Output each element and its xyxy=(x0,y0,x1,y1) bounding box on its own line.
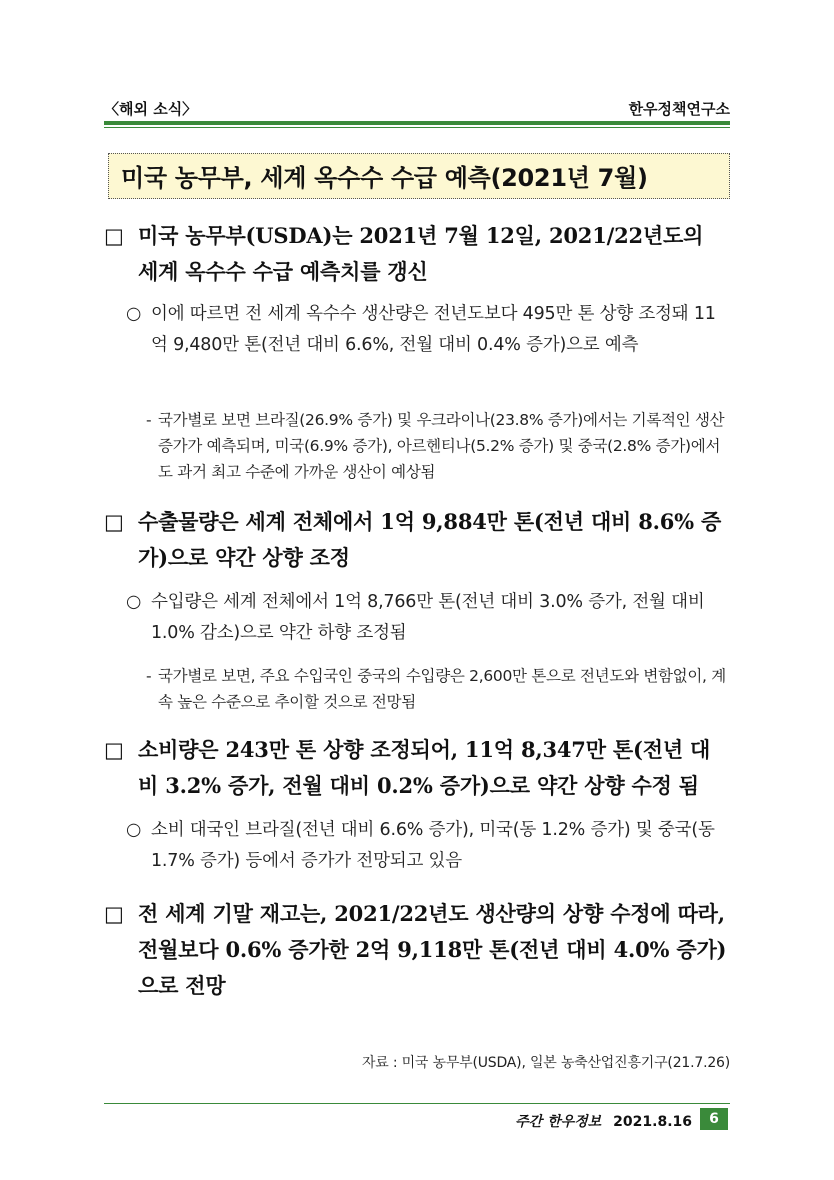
dash-marker: - xyxy=(146,667,152,685)
bullet-text: 수출물량은 세계 전체에서 1억 9,884만 톤(전년 대비 8.6% 증가)으로 약간 상향 조정 xyxy=(138,509,722,570)
square-bullet-icon: □ xyxy=(104,509,124,534)
sub-bullet-consumption-countries xyxy=(126,815,730,877)
sub-bullet-text: 수입량은 세계 전체에서 1억 8,766만 톤(전년 대비 3.0% 증가, 전월 대비 1.0% 감소)으로 약간 하향 조정됨 xyxy=(151,592,705,643)
organization-name: 한우정책연구소 xyxy=(628,100,730,118)
square-bullet-icon: □ xyxy=(104,901,124,926)
circle-bullet-icon: ○ xyxy=(126,304,142,324)
sub-bullet-production xyxy=(126,299,730,361)
bullet-text: 전 세계 기말 재고는, 2021/22년도 생산량의 상향 수정에 따라, 전월보다 0.6% 증가한 2억 9,118만 톤(전년 대비 4.0% 증가)으로 전망 xyxy=(138,901,727,998)
publication-name: 주간 한우정보 xyxy=(515,1114,602,1130)
footer-rule xyxy=(104,1103,730,1104)
section-label: 〈해외 소식〉 xyxy=(104,100,198,118)
dash-marker: - xyxy=(146,411,152,429)
bullet-ending-stocks xyxy=(104,896,730,1004)
header-rule xyxy=(104,121,730,125)
bullet-text: 미국 농무부(USDA)는 2021년 7월 12일, 2021/22년도의 세계 옥수수 수급 예측치를 갱신 xyxy=(138,223,704,284)
sub-bullet-import xyxy=(126,587,730,649)
detail-text: 국가별로 보면 브라질(26.9% 증가) 및 우크라이나(23.8% 증가)에서는 기록적인 생산 증가가 예측되며, 미국(6.9% 증가), 아르헨티나(5.2% 증가) 및 중국(2.8% 증가)에서도 과거 최고 수준에 가까운 생산이 예상됨 xyxy=(158,411,725,481)
header-rule-thin xyxy=(104,127,730,128)
sub-bullet-text: 소비 대국인 브라질(전년 대비 6.6% 증가), 미국(동 1.2% 증가) 및 중국(동 1.7% 증가) 등에서 증가가 전망되고 있음 xyxy=(151,820,715,871)
bullet-text: 소비량은 243만 톤 상향 조정되어, 11억 8,347만 톤(전년 대비 3.2% 증가, 전월 대비 0.2% 증가)으로 약간 상향 수정 됨 xyxy=(138,737,711,798)
footer xyxy=(470,1111,692,1131)
page-number: 6 xyxy=(700,1108,728,1130)
circle-bullet-icon: ○ xyxy=(126,820,142,840)
square-bullet-icon: □ xyxy=(104,223,124,248)
detail-by-country-production xyxy=(146,407,730,485)
page-title: 미국 농무부, 세계 옥수수 수급 예측(2021년 7월) xyxy=(121,164,648,192)
square-bullet-icon: □ xyxy=(104,737,124,762)
detail-china-import xyxy=(146,663,730,715)
source-note: 자료 : 미국 농무부(USDA), 일본 농축산업진흥기구(21.7.26) xyxy=(361,1055,730,1071)
bullet-export-volume xyxy=(104,504,730,576)
circle-bullet-icon: ○ xyxy=(126,592,142,612)
issue-date: 2021.8.16 xyxy=(613,1114,692,1130)
bullet-usda-update xyxy=(104,218,730,290)
detail-text: 국가별로 보면, 주요 수입국인 중국의 수입량은 2,600만 톤으로 전년도와 변함없이, 계속 높은 수준으로 추이할 것으로 전망됨 xyxy=(158,667,726,711)
bullet-consumption xyxy=(104,732,730,804)
sub-bullet-text: 이에 따르면 전 세계 옥수수 생산량은 전년도보다 495만 톤 상향 조정돼 11억 9,480만 톤(전년 대비 6.6%, 전월 대비 0.4% 증가)으로 예측 xyxy=(151,304,716,355)
